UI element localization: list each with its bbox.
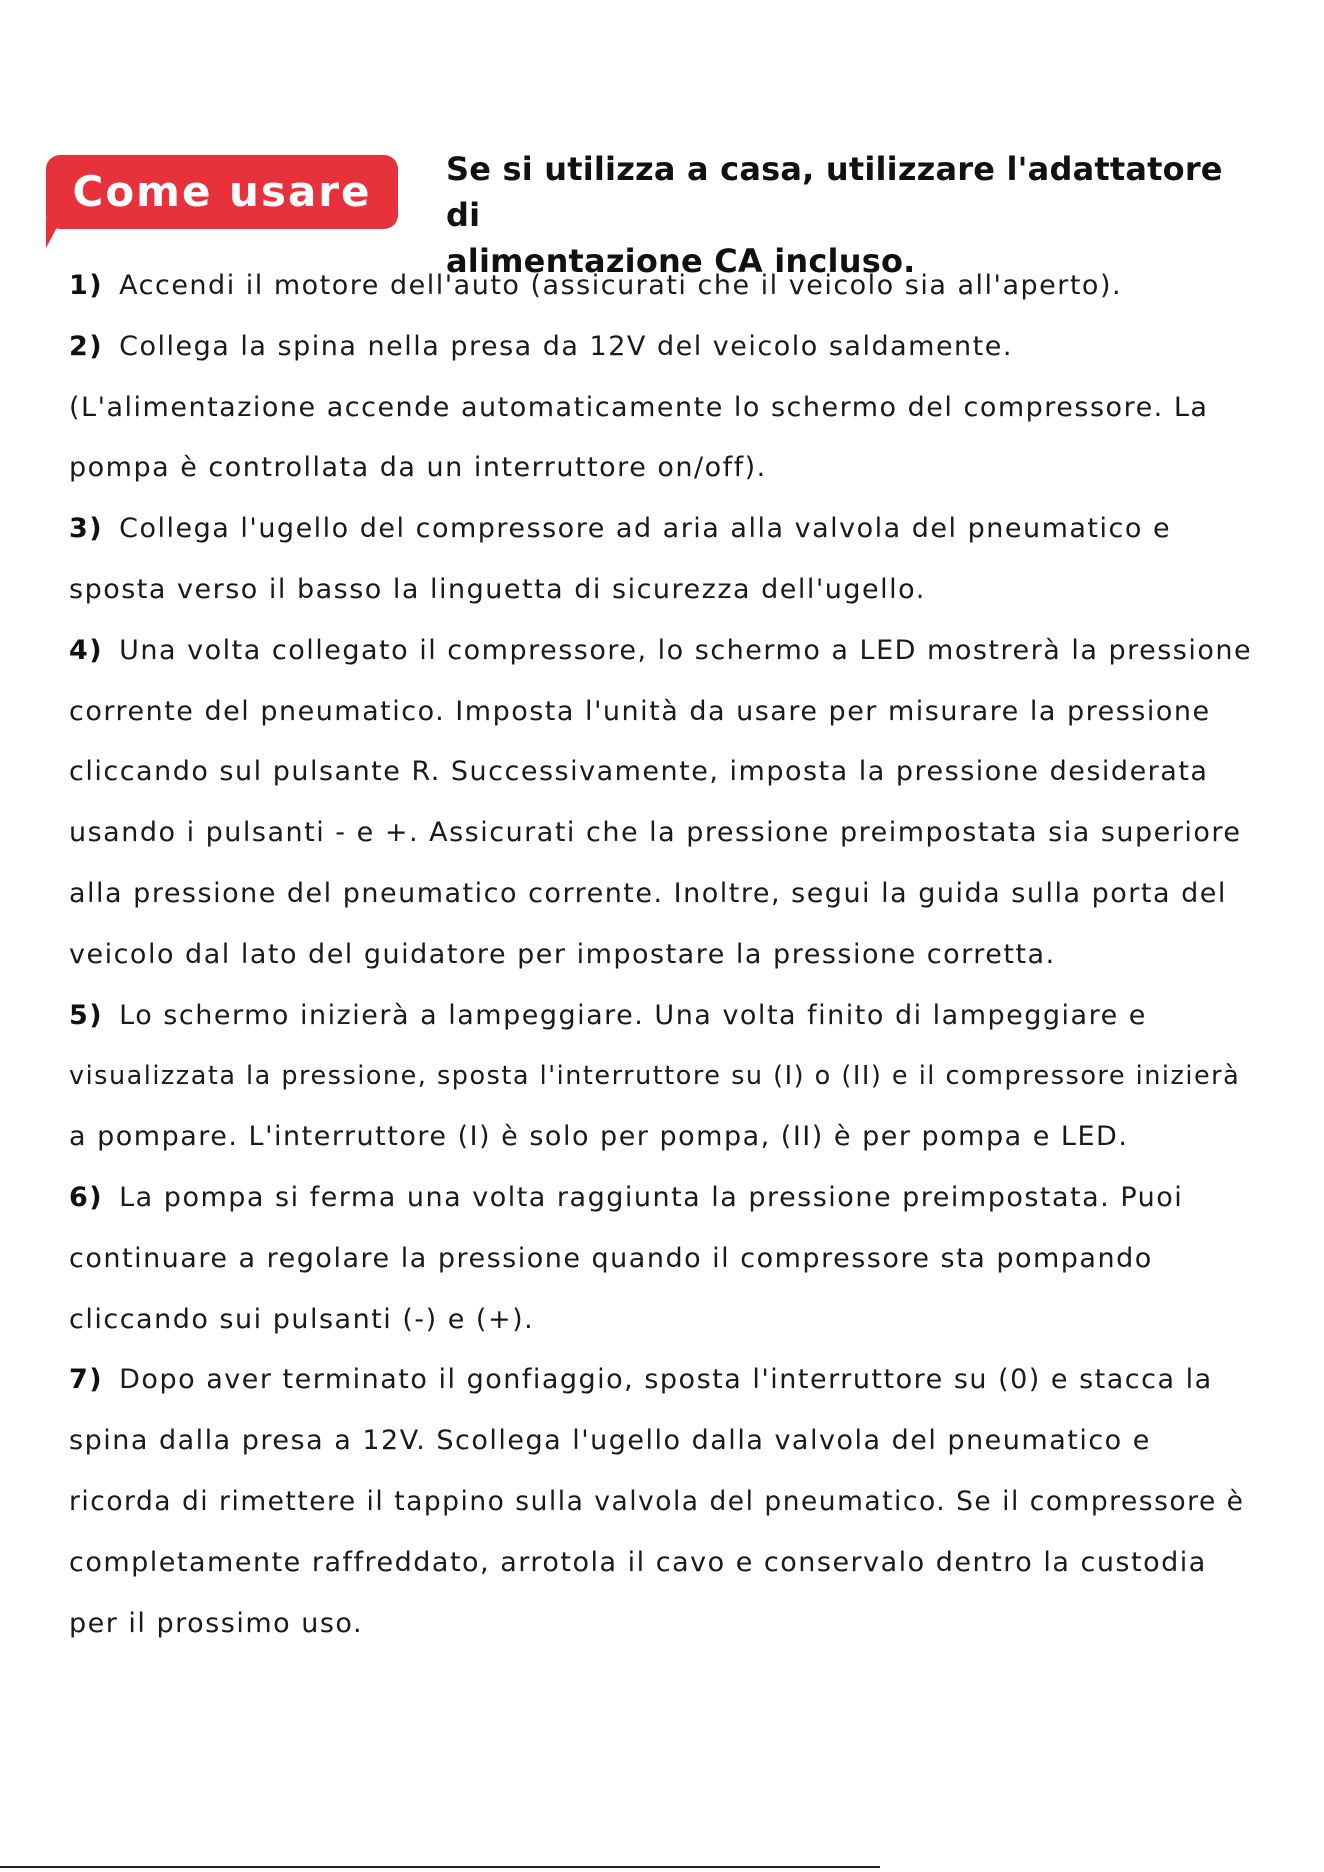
footer-rule: [0, 1866, 880, 1868]
step-7-line-1: [69, 1350, 1259, 1411]
step-3-line-2: sposta verso il basso la linguetta di sicurezza dell'ugello.: [69, 573, 926, 605]
step-7-line-4: completamente raffreddato, arrotola il cavo e conservalo dentro la custodia: [69, 1546, 1207, 1578]
step-6-line-1: [69, 1168, 1259, 1229]
step-2-line-2: (L'alimentazione accende automaticamente lo schermo del compressore. La: [69, 391, 1209, 423]
step-7-text-1: Dopo aver terminato il gonfiaggio, sposta l'interruttore su (0) e stacca la: [119, 1364, 1213, 1396]
step-4-text-1: Una volta collegato il compressore, lo schermo a LED mostrerà la pressione: [119, 634, 1253, 666]
step-2-line-3: pompa è controllata da un interruttore on/off).: [69, 452, 767, 484]
section-badge: [46, 155, 398, 229]
step-5-text-1: Lo schermo inizierà a lampeggiare. Una volta finito di lampeggiare e: [119, 999, 1147, 1031]
step-2-number: 2): [69, 330, 104, 362]
step-4-line-5: alla pressione del pneumatico corrente. Inoltre, segui la guida sulla porta del: [69, 877, 1227, 909]
step-5-line-3: a pompare. L'interruttore (I) è solo per pompa, (II) è per pompa e LED.: [69, 1121, 1129, 1153]
step-7-line-5: per il prossimo uso.: [69, 1607, 364, 1639]
step-4-line-2: corrente del pneumatico. Imposta l'unità da usare per misurare la pressione: [69, 695, 1211, 727]
step-4-line-4: usando i pulsanti - e +. Assicurati che la pressione preimpostata sia superiore: [69, 817, 1242, 849]
step-7-number: 7): [69, 1364, 104, 1396]
step-1-number: 1): [69, 270, 104, 301]
step-4-line-1: [69, 621, 1259, 682]
step-4-line-3: cliccando sul pulsante R. Successivamente, imposta la pressione desiderata: [69, 756, 1209, 788]
step-5-line-2: visualizzata la pressione, sposta l'interruttore su (I) o (II) e il compressore inizierà: [69, 1061, 1241, 1092]
step-7-line-2: spina dalla presa a 12V. Scollega l'ugello dalla valvola del pneumatico e: [69, 1425, 1151, 1457]
step-6-text-1: La pompa si ferma una volta raggiunta la pressione preimpostata. Puoi: [119, 1181, 1184, 1213]
step-4-number: 4): [69, 634, 104, 666]
heading-line-2: alimentazione CA incluso.: [446, 242, 916, 280]
step-4-line-6: veicolo dal lato del guidatore per impostare la pressione corretta.: [69, 938, 1056, 970]
step-7-line-3: ricorda di rimettere il tappino sulla valvola del pneumatico. Se il compressore è: [69, 1485, 1245, 1517]
step-1-text: Accendi il motore dell'auto (assicurati che il veicolo sia all'aperto).: [119, 270, 1123, 301]
heading-line-1: Se si utilizza a casa, utilizzare l'adattatore di: [446, 150, 1223, 234]
section-badge-label: Come usare: [72, 167, 372, 216]
step-6-number: 6): [69, 1181, 104, 1213]
step-6-line-2: continuare a regolare la pressione quando il compressore sta pompando: [69, 1242, 1153, 1274]
step-3-number: 3): [69, 513, 104, 545]
instructions-body: [69, 256, 1259, 1654]
step-3-line-1: [69, 499, 1259, 560]
step-1-line-1: [69, 256, 1259, 317]
step-5-line-1: [69, 986, 1259, 1047]
step-5-number: 5): [69, 999, 104, 1031]
step-2-line-1: [69, 317, 1259, 378]
step-6-line-3: cliccando sui pulsanti (-) e (+).: [69, 1303, 535, 1335]
step-2-text-1: Collega la spina nella presa da 12V del veicolo saldamente.: [119, 330, 1013, 362]
step-3-text-1: Collega l'ugello del compressore ad aria alla valvola del pneumatico e: [119, 513, 1172, 545]
